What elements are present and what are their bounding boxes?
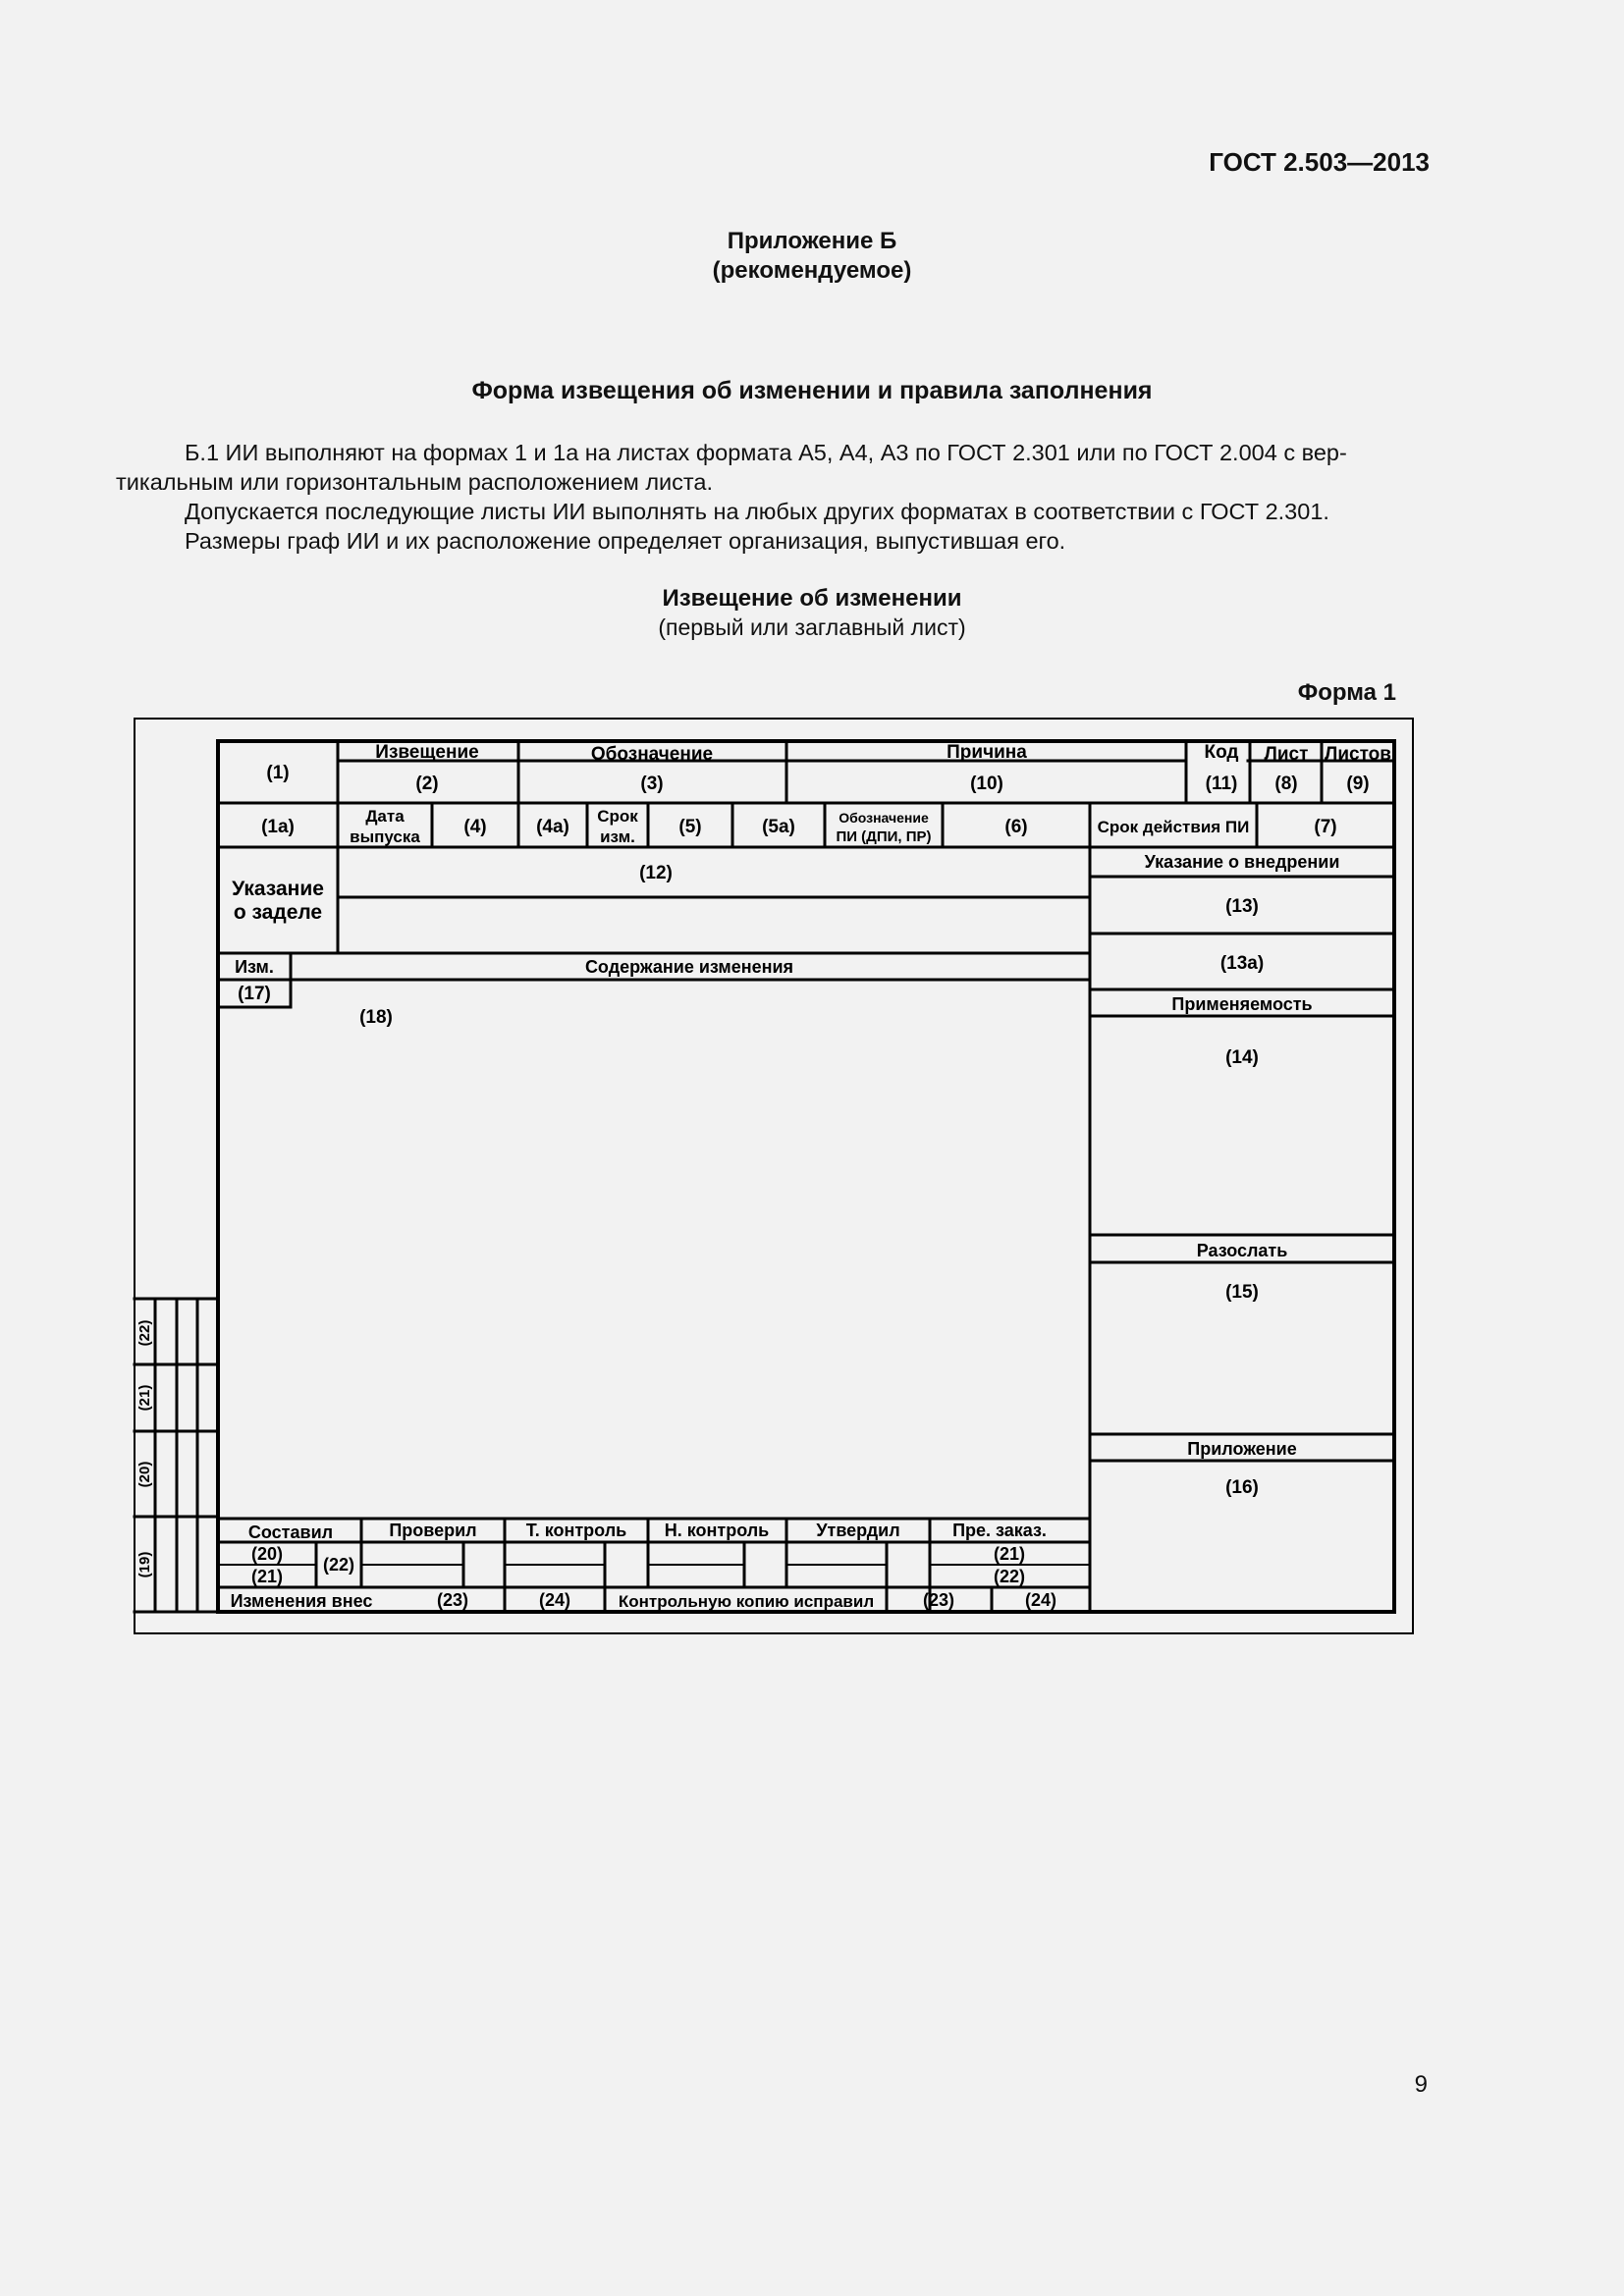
issue-date-label-2: выпуска (350, 828, 420, 846)
bottom-24b: (24) (1024, 1590, 1057, 1610)
sig-21: (21) (250, 1567, 284, 1586)
paragraph-1-line-2: тикальным или горизонтальным расположением листа. (116, 469, 714, 495)
pi-label: Обозначение (839, 810, 929, 826)
cell-13a: (13а) (1219, 953, 1265, 974)
backlog-label: Указание (232, 878, 324, 900)
paragraph-3: Размеры граф ИИ и их расположение определяет организация, выпустившая его. (185, 528, 1066, 554)
standard-number: ГОСТ 2.503—2013 (1209, 147, 1430, 177)
order-22: (22) (993, 1567, 1026, 1586)
cell-2: (2) (415, 774, 439, 794)
cell-9: (9) (1346, 774, 1370, 794)
cell-15: (15) (1225, 1282, 1259, 1303)
code-header: Код (1204, 742, 1239, 763)
form-subtitle: (первый или заглавный лист) (658, 614, 966, 640)
cell-3: (3) (640, 774, 664, 794)
sheet-header: Лист (1264, 744, 1309, 765)
cell-4: (4) (463, 817, 487, 837)
cell-4a: (4а) (536, 817, 569, 837)
cell-5: (5) (678, 817, 702, 837)
issue-date-label: Дата (365, 807, 405, 826)
order-21: (21) (993, 1544, 1026, 1564)
sheets-header: Листов (1325, 744, 1391, 765)
checked-label: Проверил (389, 1521, 477, 1540)
cell-14: (14) (1225, 1047, 1259, 1068)
notice-header: Извещение (375, 742, 479, 763)
backlog-label-2: о заделе (233, 901, 323, 924)
designation-header: Обозначение (590, 744, 714, 765)
cell-18: (18) (359, 1007, 393, 1028)
section-title: Форма извещения об изменении и правила заполнения (471, 377, 1153, 404)
form-title: Извещение об изменении (662, 585, 962, 612)
cell-6: (6) (1004, 817, 1028, 837)
form-label: Форма 1 (1297, 679, 1396, 706)
ncontrol-label: Н. контроль (664, 1521, 770, 1540)
reason-header: Причина (947, 742, 1027, 763)
side-21: (21) (136, 1384, 153, 1412)
side-20: (20) (136, 1461, 153, 1488)
order-label: Пре. заказ. (952, 1521, 1047, 1540)
appendix-title: Приложение Б (727, 228, 897, 254)
page-number: 9 (1414, 2071, 1428, 2098)
sig-22: (22) (322, 1555, 355, 1575)
change-label: Изм. (235, 957, 274, 977)
bottom-24: (24) (538, 1590, 571, 1610)
tcontrol-label: Т. контроль (525, 1521, 627, 1540)
term-label: Срок (597, 807, 638, 826)
bottom-23b: (23) (922, 1590, 955, 1610)
cell-11: (11) (1205, 774, 1238, 794)
compiled-label: Составил (247, 1522, 334, 1542)
send-to-label: Разослать (1196, 1241, 1288, 1260)
appendix-status: (рекомендуемое) (712, 257, 912, 284)
validity-label: Срок действия ПИ (1097, 818, 1250, 836)
cell-7: (7) (1314, 817, 1337, 837)
implementation-label: Указание о внедрении (1144, 852, 1340, 872)
side-22: (22) (136, 1319, 153, 1347)
attachment-label: Приложение (1187, 1439, 1297, 1459)
term-label-2: изм. (600, 828, 635, 846)
cell-8: (8) (1274, 774, 1298, 794)
cell-16: (16) (1225, 1477, 1259, 1498)
side-19: (19) (136, 1551, 153, 1578)
cell-1a: (1а) (261, 817, 295, 837)
sig-20: (20) (250, 1544, 284, 1564)
paragraph-1-line-1: Б.1 ИИ выполняют на формах 1 и 1а на листах формата А5, А4, А3 по ГОСТ 2.301 или по ГОСТ 2.004 с вер- (185, 440, 1347, 465)
cell-17: (17) (238, 984, 271, 1004)
corrected-label: Контрольную копию исправил (618, 1592, 875, 1611)
approved-label: Утвердил (816, 1521, 900, 1540)
made-by-label: Изменения внес (230, 1591, 373, 1611)
cell-12: (12) (639, 863, 673, 883)
cell-10: (10) (970, 774, 1003, 794)
pi-label-2: ПИ (ДПИ, ПР) (836, 828, 932, 845)
bottom-23: (23) (436, 1590, 469, 1610)
content-label: Содержание изменения (584, 957, 794, 977)
applicability-label: Применяемость (1171, 994, 1313, 1014)
paragraph-2: Допускается последующие листы ИИ выполнять на любых других форматах в соответствии с ГОСТ 2.301. (185, 499, 1329, 524)
cell-13: (13) (1225, 896, 1259, 917)
cell-5a: (5а) (762, 817, 795, 837)
cell-1: (1) (266, 763, 290, 783)
